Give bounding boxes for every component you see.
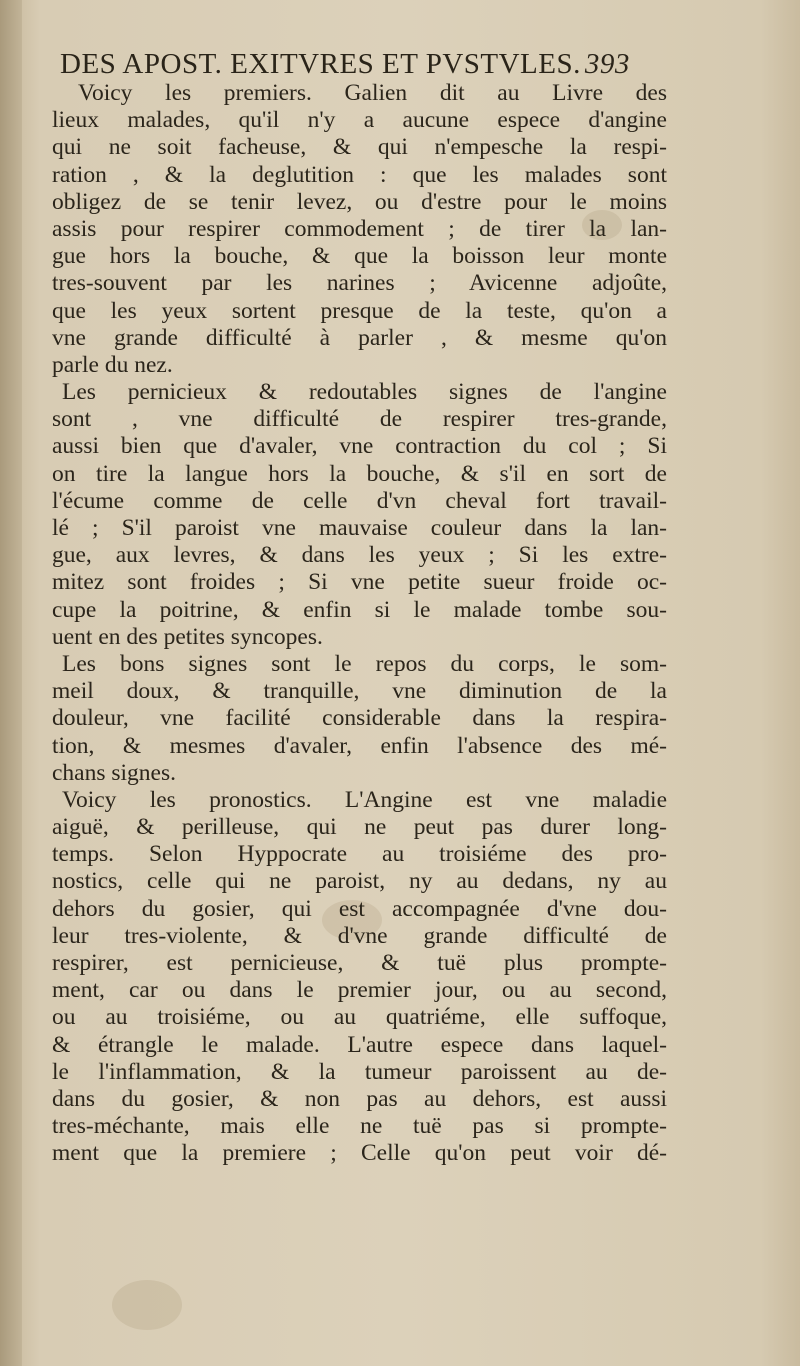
text-line: dehors du gosier, qui est accompagnée d'vne dou- [52,895,667,922]
text-line: que les yeux sortent presque de la teste, qu'on a [52,297,667,324]
text-line: dans du gosier, & non pas au dehors, est aussi [52,1085,667,1112]
paragraph [52,80,667,379]
text-line: obligez de se tenir levez, ou d'estre pour le moins [52,188,667,215]
text-line: le l'inflammation, & la tumeur paroissent au de- [52,1058,667,1085]
text-line: sont , vne difficulté de respirer tres-grande, [52,406,667,433]
text-line: ou au troisiéme, ou au quatriéme, elle suffoque, [52,1004,667,1031]
paragraph [52,379,667,651]
text-line: lieux malades, qu'il n'y a aucune espece d'angine [52,107,667,134]
text-line: meil doux, & tranquille, vne diminution de la [52,678,667,705]
book-gutter [0,0,22,1366]
text-line: ment, car ou dans le premier jour, ou au second, [52,977,667,1004]
text-line: tres-méchante, mais elle ne tuë pas si prompte- [52,1113,667,1140]
text-line: tres-souvent par les narines ; Avicenne adjoûte, [52,270,667,297]
text-line: mitez sont froides ; Si vne petite sueur froide oc- [52,569,667,596]
running-header [60,48,660,81]
text-line: Les pernicieux & redoutables signes de l'angine [62,379,667,406]
text-line: aiguë, & perilleuse, qui ne peut pas durer long- [52,814,667,841]
text-line: douleur, vne facilité considerable dans la respira- [52,705,667,732]
text-line: respirer, est pernicieuse, & tuë plus prompte- [52,950,667,976]
text-line: Voicy les pronostics. L'Angine est vne maladie [62,786,667,813]
running-title: DES APOST. EXITVRES ET PVSTVLES. [60,48,581,80]
page-number: 393 [584,48,630,80]
text-line: ment que la premiere ; Celle qu'on peut voir dé- [52,1140,667,1167]
text-line: assis pour respirer commodement ; de tirer la lan- [52,215,667,242]
text-line: & étrangle le malade. L'autre espece dans laquel- [52,1031,667,1058]
body-text [52,80,667,1168]
paragraph [52,651,667,787]
text-line: Voicy les premiers. Galien dit au Livre des [78,80,667,106]
text-line: uent en des petites syncopes. [52,623,323,650]
text-line: leur tres-violente, & d'vne grande difficulté de [52,922,667,949]
text-line: cupe la poitrine, & enfin si le malade tombe sou- [52,596,667,623]
text-line: qui ne soit facheuse, & qui n'empesche la respi- [52,134,667,161]
text-line: gue, aux levres, & dans les yeux ; Si les extre- [52,542,667,569]
paragraph [52,787,667,1168]
page [22,0,782,1366]
text-line: gue hors la bouche, & que la boisson leur monte [52,243,667,270]
text-line: on tire la langue hors la bouche, & s'il en sort de [52,460,667,487]
text-line: temps. Selon Hyppocrate au troisiéme des pro- [52,841,667,868]
text-line: l'écume comme de celle d'vn cheval fort travail- [52,487,667,514]
text-line: ration , & la deglutition : que les malades sont [52,161,667,188]
text-line: parle du nez. [52,351,173,378]
text-line: tion, & mesmes d'avaler, enfin l'absence des mé- [52,732,667,759]
text-line: vne grande difficulté à parler , & mesme qu'on [52,324,667,351]
text-line: Les bons signes sont le repos du corps, le som- [62,650,667,677]
text-line: chans signes. [52,759,177,786]
text-line: aussi bien que d'avaler, vne contraction du col ; Si [52,433,667,460]
paper-stain [112,1280,182,1330]
text-line: nostics, celle qui ne paroist, ny au dedans, ny au [52,868,667,895]
text-line: lé ; S'il paroist vne mauvaise couleur dans la lan- [52,515,667,541]
